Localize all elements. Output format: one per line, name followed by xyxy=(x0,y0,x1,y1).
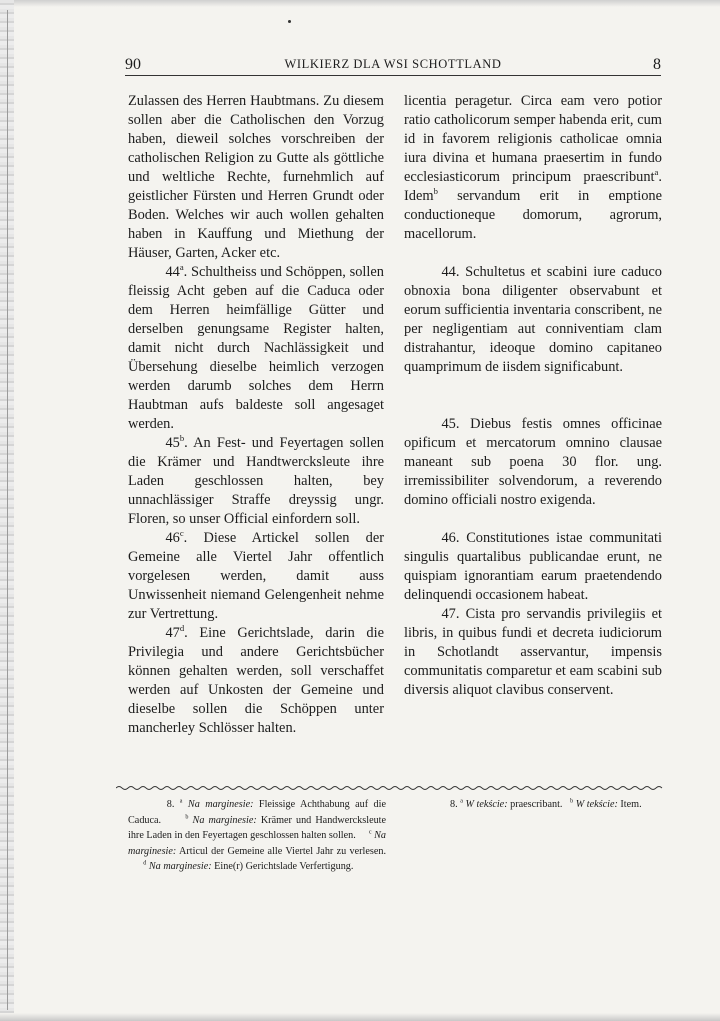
footnote-lead: 8. xyxy=(166,799,175,810)
latin-paragraph-45: 45. Diebus festis omnes officinae opificum et mercatorum omnino clausae maneant sub poena 30 flor. ung. irremissibiliter solvendorum, a reverendo domino officiali nostro exigenda. xyxy=(404,416,662,508)
german-paragraph-46: 46$^c$. Diese Artickel sollen der Gemeine alle Viertel Jahr offentlich vorgelesen werden, damit auss Unwissenheit niemand Gelengenheit nehme zur Vertrettung. xyxy=(128,528,384,622)
german-paragraph-47: 47$^d$. Eine Gerichtslade, darin die Privilegia und andere Gerichtsbücher können gehalten werden, soll verschaffet werden auf Unkosten der Gemeine und dieselbe sollen die Schöppen unter mancherley Schlösser halten. xyxy=(128,623,384,736)
latin-spacer xyxy=(404,377,662,415)
latin-spacer xyxy=(404,510,662,529)
german-paragraph-44: 44$^a$. Schultheiss und Schöppen, sollen fleissig Acht geben auf die Caduca oder dem Herren heimfällige Gütter und derselben genungsame Register halten, damit nicht durch Nachlässigkeit und Übersehung dieselbe heimlich verzogen werden darumb solches dem Herrn Haubtman aufs baldeste soll angesaget werden. xyxy=(128,262,384,432)
latin-spacer xyxy=(404,244,662,263)
page-number-left: 90 xyxy=(125,56,141,73)
german-footnotes: 8. $^a$ Na marginesie: Fleissige Achthabung auf die Caduca. $^b$ Na marginesie: Krämer und Handwercksleute ihre Laden in den Feyertagen geschlossen halten sollen. $^c$ Na marginesie: Articul der Gemeine alle Viertel Jahr zu verlesen. $^d$ Na marginesie: Eine(r) Gerichtslade Verfertigung. xyxy=(128,798,387,872)
german-paragraph-45: 45$^b$. An Fest- und Feyertagen sollen die Krämer und Handtwercksleute ihre Laden geschlossen halten, bey unnachlässiger Straffe dreyssig ungr. Floren, so unser Official einfordern soll. xyxy=(128,433,384,527)
scan-binding-line xyxy=(7,10,8,1010)
footnote-a: praescribant. xyxy=(510,799,563,810)
scan-top-edge xyxy=(0,0,720,7)
scan-bottom-edge xyxy=(0,1013,720,1021)
footnote-d: Eine(r) Gerichtslade Verfertigung. xyxy=(214,861,354,872)
footnote-b: Krämer und Handwercksleute ihre Laden in den Feyertagen geschlossen halten sollen. xyxy=(128,814,387,841)
scan-speck xyxy=(288,20,291,23)
latin-paragraph-intro: licentia peragetur. Circa eam vero potior ratio catholicorum semper habenda erit, cum id in favorem religionis catholicae omnia iura divina et humana praesertim in fundo ecclesiasticorum principum praescribunt$^a$. Idem$^b$ servandum erit in emptione conductioneque domorum, agrorum, macellorum. xyxy=(404,93,662,242)
footnote-c: Articul der Gemeine alle Viertel Jahr zu verlesen. xyxy=(179,845,386,857)
latin-paragraph-44: 44. Schultetus et scabini iure caduco obnoxia bona diligenter observabunt et eorum sufficientia inventaria conscribent, ne per negligentiam aut conniventiam clam distrahantur, ideoque domino capitaneo quamprimum de iisdem significabunt. xyxy=(404,264,662,375)
footnote-b: Item. xyxy=(620,799,642,810)
footnote-wavy-rule xyxy=(116,785,666,791)
footnote-a: Fleissige Achthabung auf die Caduca. xyxy=(128,799,387,826)
page-header xyxy=(125,56,661,76)
latin-footnotes: 8. $^a$ W tekście: praescribant. $^b$ W tekście: Item. xyxy=(450,798,642,810)
footnote-lead: 8. xyxy=(450,799,458,810)
german-column xyxy=(128,92,384,738)
latin-paragraph-46: 46. Constitutiones istae communitati singulis quartalibus publicandae erunt, ne quispiam ignorantiam earum praetendendo delinquendi occasionem habeat. xyxy=(404,530,662,603)
latin-paragraph-47: 47. Cista pro servandis privilegiis et libris, in quibus fundi et decreta iudiciorum in Schotlandt asservantur, impensis communitatis comparetur et eam scabini sub diversis aliquot clavibus conservent. xyxy=(404,606,662,698)
header-rule xyxy=(125,75,661,76)
german-paragraph-intro: Zulassen des Herren Haubtmans. Zu diesem sollen aber die Catholischen den Vorzug haben, dieweil solches vorschreiben der catholischen Religion zu Gutte als göttliche und weltliche Rechte, furnehmlich auf geistlicher Fürsten und Herren Grundt oder Boden. Welches wir auch wollen gehalten haben in Kauffung und Miethung der Häuser, Garten, Acker etc. xyxy=(128,93,384,261)
page-number-right: 8 xyxy=(653,56,661,73)
running-title: WILKIERZ DLA WSI SCHOTTLAND xyxy=(284,57,502,71)
latin-column xyxy=(404,92,662,700)
